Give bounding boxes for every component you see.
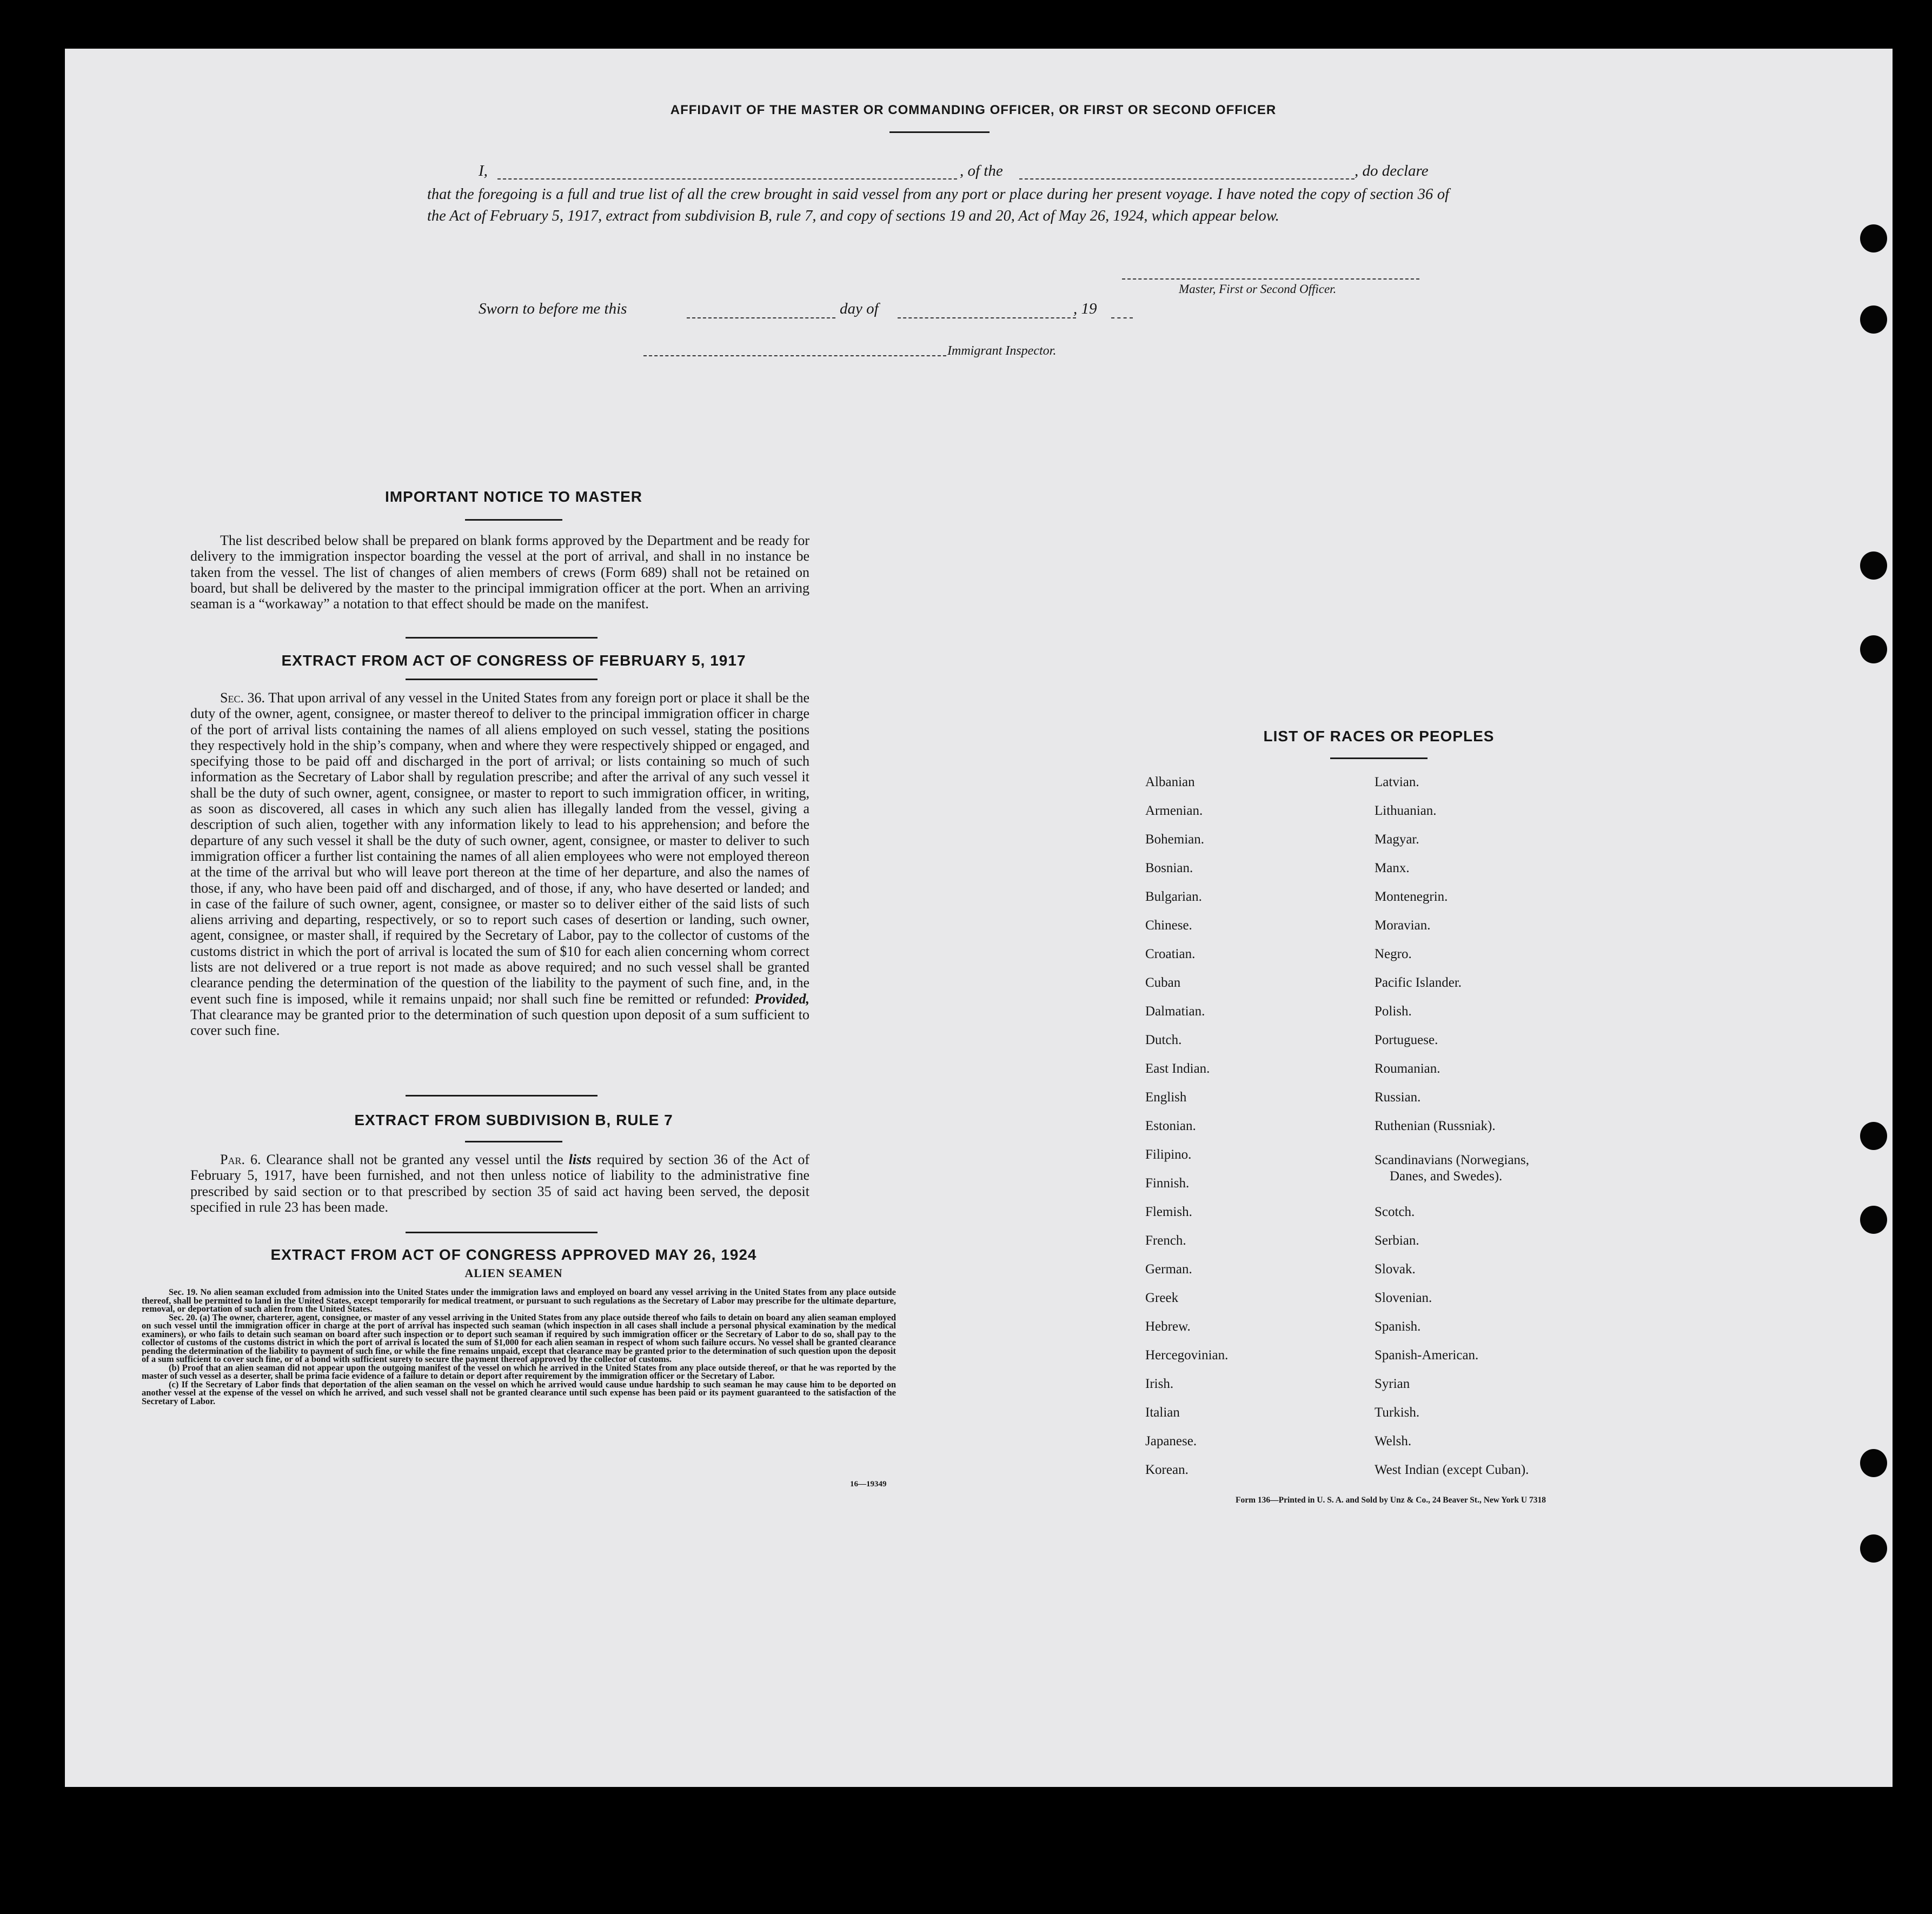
divider	[406, 1232, 597, 1233]
section-text: That upon arrival of any vessel in the United States from any foreign port or place it shall be the duty of the owner, agent, consignee, or master thereof to deliver to the principal immigration officer in charge of the port of arrival lists containing the names of all aliens employed on such vessel, stating the positions they respectively hold in the ship’s company, when and where they were respectively shipped or engaged, and specifying those to be paid off and discharged in the port of arrival; or lists containing so much of such information as the Secretary of Labor shall by regulation prescribe; and after the arrival of any such vessel it shall be the duty of such owner, agent, consignee, or master to report to such immigration officer, in writing, as soon as discovered, all cases in which any such alien has illegally landed from the vessel, giving a description of such alien, together with any information likely to lead to his apprehension; and before the departure of any such vessel it shall be the duty of such owner, agent, consignee, or master to deliver to such immigration officer a further list containing the names of all alien employees who were not employed thereon at the time of the arrival but who will leave port thereon at the time of her departure, and also the names of those, if any, who have been paid off and discharged, and of those, if any, who have deserted or landed; and in case of the failure of such owner, agent, consignee, or master so to deliver either of the said lists of such aliens arriving and departing, respectively, or so to report such cases of desertion or landing, such owner, agent, consignee, or master shall, if required by the Secretary of Labor, pay to the collector of customs of the customs district in which the port of arrival is located the sum of $10 for each alien concerning whom correct lists are not delivered or a true report is not made as above required; and no such vessel shall be granted clearance pending the determination of the question of the liability to the payment of such fine, and, in the event such fine is imposed, while it remains unpaid; nor shall such fine be remitted or refunded:	[190, 690, 810, 1007]
binder-hole	[1860, 635, 1887, 663]
binder-hole	[1860, 1449, 1887, 1477]
divider	[1330, 757, 1428, 759]
race-item: English	[1145, 1090, 1187, 1105]
sec20b-text: (b) Proof that an alien seaman did not appear upon the outgoing manifest of the vessel on which he arrived in the United States from any place outside thereof, or that he was reported by the master of such vessel as a deserter, shall be prima facie evidence of a failure to detain or deport after requirement by the immigration officer or the Secretary of Labor.	[142, 1362, 896, 1381]
lists-term: lists	[568, 1152, 592, 1167]
race-item: Albanian	[1145, 775, 1195, 789]
race-item: Filipino.	[1145, 1147, 1192, 1162]
race-item: German.	[1145, 1262, 1192, 1277]
race-item: French.	[1145, 1233, 1186, 1248]
declaration-i: I,	[479, 162, 488, 180]
race-item: Dutch.	[1145, 1033, 1182, 1047]
race-item: Danes, and Swedes).	[1390, 1169, 1503, 1184]
sworn-text: Sworn to before me this	[479, 300, 627, 317]
race-item: Ruthenian (Russniak).	[1375, 1119, 1496, 1133]
master-signature-line[interactable]	[1122, 278, 1419, 280]
inspector-label: Immigrant Inspector.	[947, 344, 1057, 358]
section-label: Sec. 36.	[220, 690, 265, 706]
race-item: Irish.	[1145, 1377, 1174, 1391]
race-item: Slovenian.	[1375, 1291, 1432, 1305]
race-item: Korean.	[1145, 1463, 1189, 1477]
section-text-end: That clearance may be granted prior to the determination of such question upon deposit of a sum sufficient to cover such fine.	[190, 1006, 809, 1039]
race-item: Bosnian.	[1145, 861, 1193, 875]
declaration-body: that the foregoing is a full and true list of all the crew brought in said vessel from any port or place during her present voyage. I have noted the copy of section 36 of the Act of February 5, 1917, extract from subdivision B, rule 7, and copy of sections 19 and 20, Act of May 26, 1924, which appear below.	[427, 186, 1449, 224]
race-item: Syrian	[1375, 1377, 1410, 1391]
divider	[465, 519, 562, 521]
race-item: Hebrew.	[1145, 1319, 1191, 1334]
divider	[406, 1095, 597, 1096]
race-item: Negro.	[1375, 947, 1412, 961]
race-item: Cuban	[1145, 975, 1181, 990]
notice-title: IMPORTANT NOTICE TO MASTER	[384, 488, 643, 505]
race-item: Lithuanian.	[1375, 803, 1437, 818]
race-item: Latvian.	[1375, 775, 1419, 789]
divider	[406, 637, 597, 639]
paragraph-text: Clearance shall not be granted any vessel until the	[266, 1152, 563, 1167]
race-item: Russian.	[1375, 1090, 1421, 1105]
race-item: Croatian.	[1145, 947, 1196, 961]
race-item: East Indian.	[1145, 1061, 1210, 1076]
binder-hole	[1860, 224, 1887, 252]
paragraph-text-end: required by section 36 of the Act of February 5, 1917, have been furnished, and not then unless notice of liability to the administrative fine prescribed by said section or to that prescribed by section 35 of said act having been served, the deposit specified in rule 23 has been made.	[190, 1152, 810, 1215]
affidavit-title: AFFIDAVIT OF THE MASTER OR COMMANDING OFFICER, OR FIRST OR SECOND OFFICER	[670, 103, 1277, 117]
race-item: Turkish.	[1375, 1405, 1420, 1420]
race-item: Armenian.	[1145, 803, 1203, 818]
act1917-title: EXTRACT FROM ACT OF CONGRESS OF FEBRUARY 5, 1917	[281, 652, 746, 669]
notice-body: The list described below shall be prepared on blank forms approved by the Department and be ready for delivery to the immigration inspector boarding the vessel at the port of arrival, and shall in no instance be taken from the vessel. The list of changes of alien members of crews (Form 689) shall not be retained on board, but shall be delivered by the master to the principal immigration officer at the port. When an arriving seaman is a “workaway” a notation to that effect should be made on the manifest.	[190, 533, 809, 612]
printer-imprint: Form 136—Printed in U. S. A. and Sold by Unz & Co., 24 Beaver St., New York U 7318	[1236, 1496, 1546, 1505]
race-item: Manx.	[1375, 861, 1410, 875]
divider	[465, 1141, 562, 1142]
race-item: Pacific Islander.	[1375, 975, 1462, 990]
race-item: Montenegrin.	[1375, 889, 1448, 904]
provided-term: Provided,	[754, 991, 809, 1007]
race-item: Polish.	[1375, 1004, 1412, 1019]
race-item: Chinese.	[1145, 918, 1192, 933]
race-item: Greek	[1145, 1291, 1179, 1305]
binder-hole	[1860, 305, 1887, 334]
race-item: Roumanian.	[1375, 1061, 1440, 1076]
race-item: Japanese.	[1145, 1434, 1197, 1448]
race-item: Flemish.	[1145, 1205, 1192, 1219]
year-blank[interactable]	[1111, 317, 1133, 318]
declaration-do-declare: , do declare	[1355, 162, 1429, 180]
race-item: Slovak.	[1375, 1262, 1416, 1277]
act1917-body	[190, 690, 809, 1039]
race-item: Bohemian.	[1145, 832, 1205, 847]
sec20a-text: Sec. 20. (a) The owner, charterer, agent, consignee, or master of any vessel arriving in the United States from any place outside thereof who fails to detain on board any alien seaman employed on such vessel until the immigration officer in charge at the port of arrival has inspected such seaman (which inspection in all cases shall include a personal physical examination by the medical examiners), or who fails to detain such seaman on board after such inspection or to deport such seaman if required by such immigration officer or the Secretary of Labor to do so, shall pay to the collector of customs of the customs district in which the port of arrival is located the sum of $1,000 for each alien seaman in respect of whom such failure occurs. No vessel shall be granted clearance pending the determination of the liability to payment of such fine, or while the fine remains unpaid, except that clearance may be granted prior to the determination of such question upon the deposit of a sum sufficient to cover such fine, or of a bond with sufficient surety to secure the payment thereof approved by the collector of customs.	[142, 1312, 896, 1364]
race-item: Portuguese.	[1375, 1033, 1438, 1047]
inspector-signature-line[interactable]	[643, 355, 946, 356]
act1924-subtitle: ALIEN SEAMEN	[464, 1266, 563, 1280]
paragraph-label: Par. 6.	[220, 1152, 261, 1167]
race-item: Spanish-American.	[1375, 1348, 1479, 1363]
race-item: Serbian.	[1375, 1233, 1419, 1248]
divider	[406, 679, 597, 680]
race-item: Bulgarian.	[1145, 889, 1202, 904]
race-item: Scandinavians (Norwegians,	[1375, 1153, 1530, 1167]
day-of-text: day of	[840, 300, 879, 317]
race-item: Hercegovinian.	[1145, 1348, 1229, 1363]
binder-hole	[1860, 1534, 1887, 1563]
sec20c-text: (c) If the Secretary of Labor finds that deportation of the alien seaman on the vessel on which he arrived would cause undue hardship to such seaman he may cause him to be deported on another vessel at the expense of the vessel on which he arrived, and such vessel shall not be granted clearance until such expense has been paid or its payment guaranteed to the satisfaction of the Secretary of Labor.	[142, 1379, 896, 1406]
binder-hole	[1860, 551, 1887, 580]
binder-hole	[1860, 1206, 1887, 1234]
race-item: Magyar.	[1375, 832, 1419, 847]
declaration-of-the: , of the	[960, 162, 1003, 180]
race-item: Spanish.	[1375, 1319, 1421, 1334]
name-blank[interactable]	[497, 178, 957, 180]
sec19-text: Sec. 19. No alien seaman excluded from admission into the United States under the immigration laws and employed on board any vessel arriving in the United States from any place outside thereof, shall be permitted to land in the United States, except temporarily for medical treatment, or pursuant to such regulations as the Secretary of Labor may prescribe for the ultimate departure, removal, or deportation of such alien from the United States.	[142, 1287, 896, 1314]
rule7-title: EXTRACT FROM SUBDIVISION B, RULE 7	[354, 1112, 673, 1128]
race-item: Italian	[1145, 1405, 1180, 1420]
race-item: Finnish.	[1145, 1176, 1190, 1191]
binder-hole	[1860, 1122, 1887, 1150]
act1924-title: EXTRACT FROM ACT OF CONGRESS APPROVED MAY 26, 1924	[270, 1246, 757, 1263]
master-label: Master, First or Second Officer.	[1179, 282, 1337, 296]
rule7-body	[190, 1152, 809, 1215]
divider	[889, 131, 990, 133]
declaration-line	[479, 162, 1452, 182]
race-item: West Indian (except Cuban).	[1375, 1463, 1529, 1477]
races-title: LIST OF RACES OR PEOPLES	[1263, 728, 1495, 745]
act1924-body	[142, 1288, 896, 1405]
month-blank[interactable]	[898, 317, 1076, 318]
form-code: 16—19349	[850, 1480, 887, 1488]
vessel-blank[interactable]	[1019, 178, 1355, 180]
race-item: Scotch.	[1375, 1205, 1415, 1219]
race-item: Welsh.	[1375, 1434, 1412, 1448]
day-blank[interactable]	[687, 317, 835, 318]
race-item: Dalmatian.	[1145, 1004, 1205, 1019]
sworn-line	[479, 300, 1181, 322]
race-item: Moravian.	[1375, 918, 1431, 933]
race-item: Estonian.	[1145, 1119, 1196, 1133]
year-text: , 19	[1073, 300, 1097, 317]
